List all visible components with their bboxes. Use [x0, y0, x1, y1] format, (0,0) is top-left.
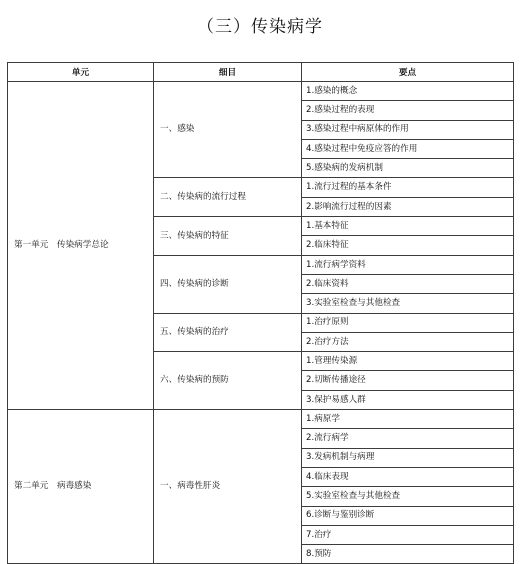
point-cell: 3.感染过程中病原体的作用 [302, 120, 514, 139]
header-points: 要点 [302, 63, 514, 82]
header-subunit: 细目 [154, 63, 302, 82]
point-cell: 2.治疗方法 [302, 332, 514, 351]
point-cell: 1.流行病学资料 [302, 255, 514, 274]
point-cell: 1.管理传染源 [302, 352, 514, 371]
point-cell: 1.流行过程的基本条件 [302, 178, 514, 197]
point-cell: 2.影响流行过程的因素 [302, 197, 514, 216]
point-cell: 8.预防 [302, 545, 514, 564]
header-unit: 单元 [8, 63, 154, 82]
subunit-cell: 四、传染病的诊断 [154, 255, 302, 313]
point-cell: 6.诊断与鉴别诊断 [302, 506, 514, 525]
table-body [8, 82, 514, 564]
point-cell: 1.病原学 [302, 410, 514, 429]
point-cell: 1.感染的概念 [302, 82, 514, 101]
point-cell: 1.基本特征 [302, 217, 514, 236]
point-cell: 4.感染过程中免疫应答的作用 [302, 139, 514, 158]
subunit-cell: 三、传染病的特征 [154, 217, 302, 256]
point-cell: 2.流行病学 [302, 429, 514, 448]
point-cell: 4.临床表现 [302, 467, 514, 486]
subunit-cell: 五、传染病的治疗 [154, 313, 302, 352]
point-cell: 3.发病机制与病理 [302, 448, 514, 467]
point-cell: 2.感染过程的表现 [302, 101, 514, 120]
subunit-cell: 一、病毒性肝炎 [154, 410, 302, 564]
syllabus-table [7, 62, 514, 564]
unit-cell: 第一单元 传染病学总论 [8, 82, 154, 410]
subunit-cell: 六、传染病的预防 [154, 352, 302, 410]
point-cell: 1.治疗原则 [302, 313, 514, 332]
point-cell: 3.实验室检查与其他检查 [302, 294, 514, 313]
point-cell: 2.切断传播途径 [302, 371, 514, 390]
point-cell: 5.实验室检查与其他检查 [302, 487, 514, 506]
table-row [8, 82, 514, 101]
table-row [8, 410, 514, 429]
point-cell: 5.感染病的发病机制 [302, 159, 514, 178]
point-cell: 2.临床特征 [302, 236, 514, 255]
point-cell: 2.临床资料 [302, 274, 514, 293]
page-title: （三）传染病学 [197, 17, 323, 37]
point-cell: 3.保护易感人群 [302, 390, 514, 409]
subunit-cell: 二、传染病的流行过程 [154, 178, 302, 217]
table-header-row [8, 63, 514, 82]
point-cell: 7.治疗 [302, 525, 514, 544]
subunit-cell: 一、感染 [154, 82, 302, 178]
unit-cell: 第二单元 病毒感染 [8, 410, 154, 564]
